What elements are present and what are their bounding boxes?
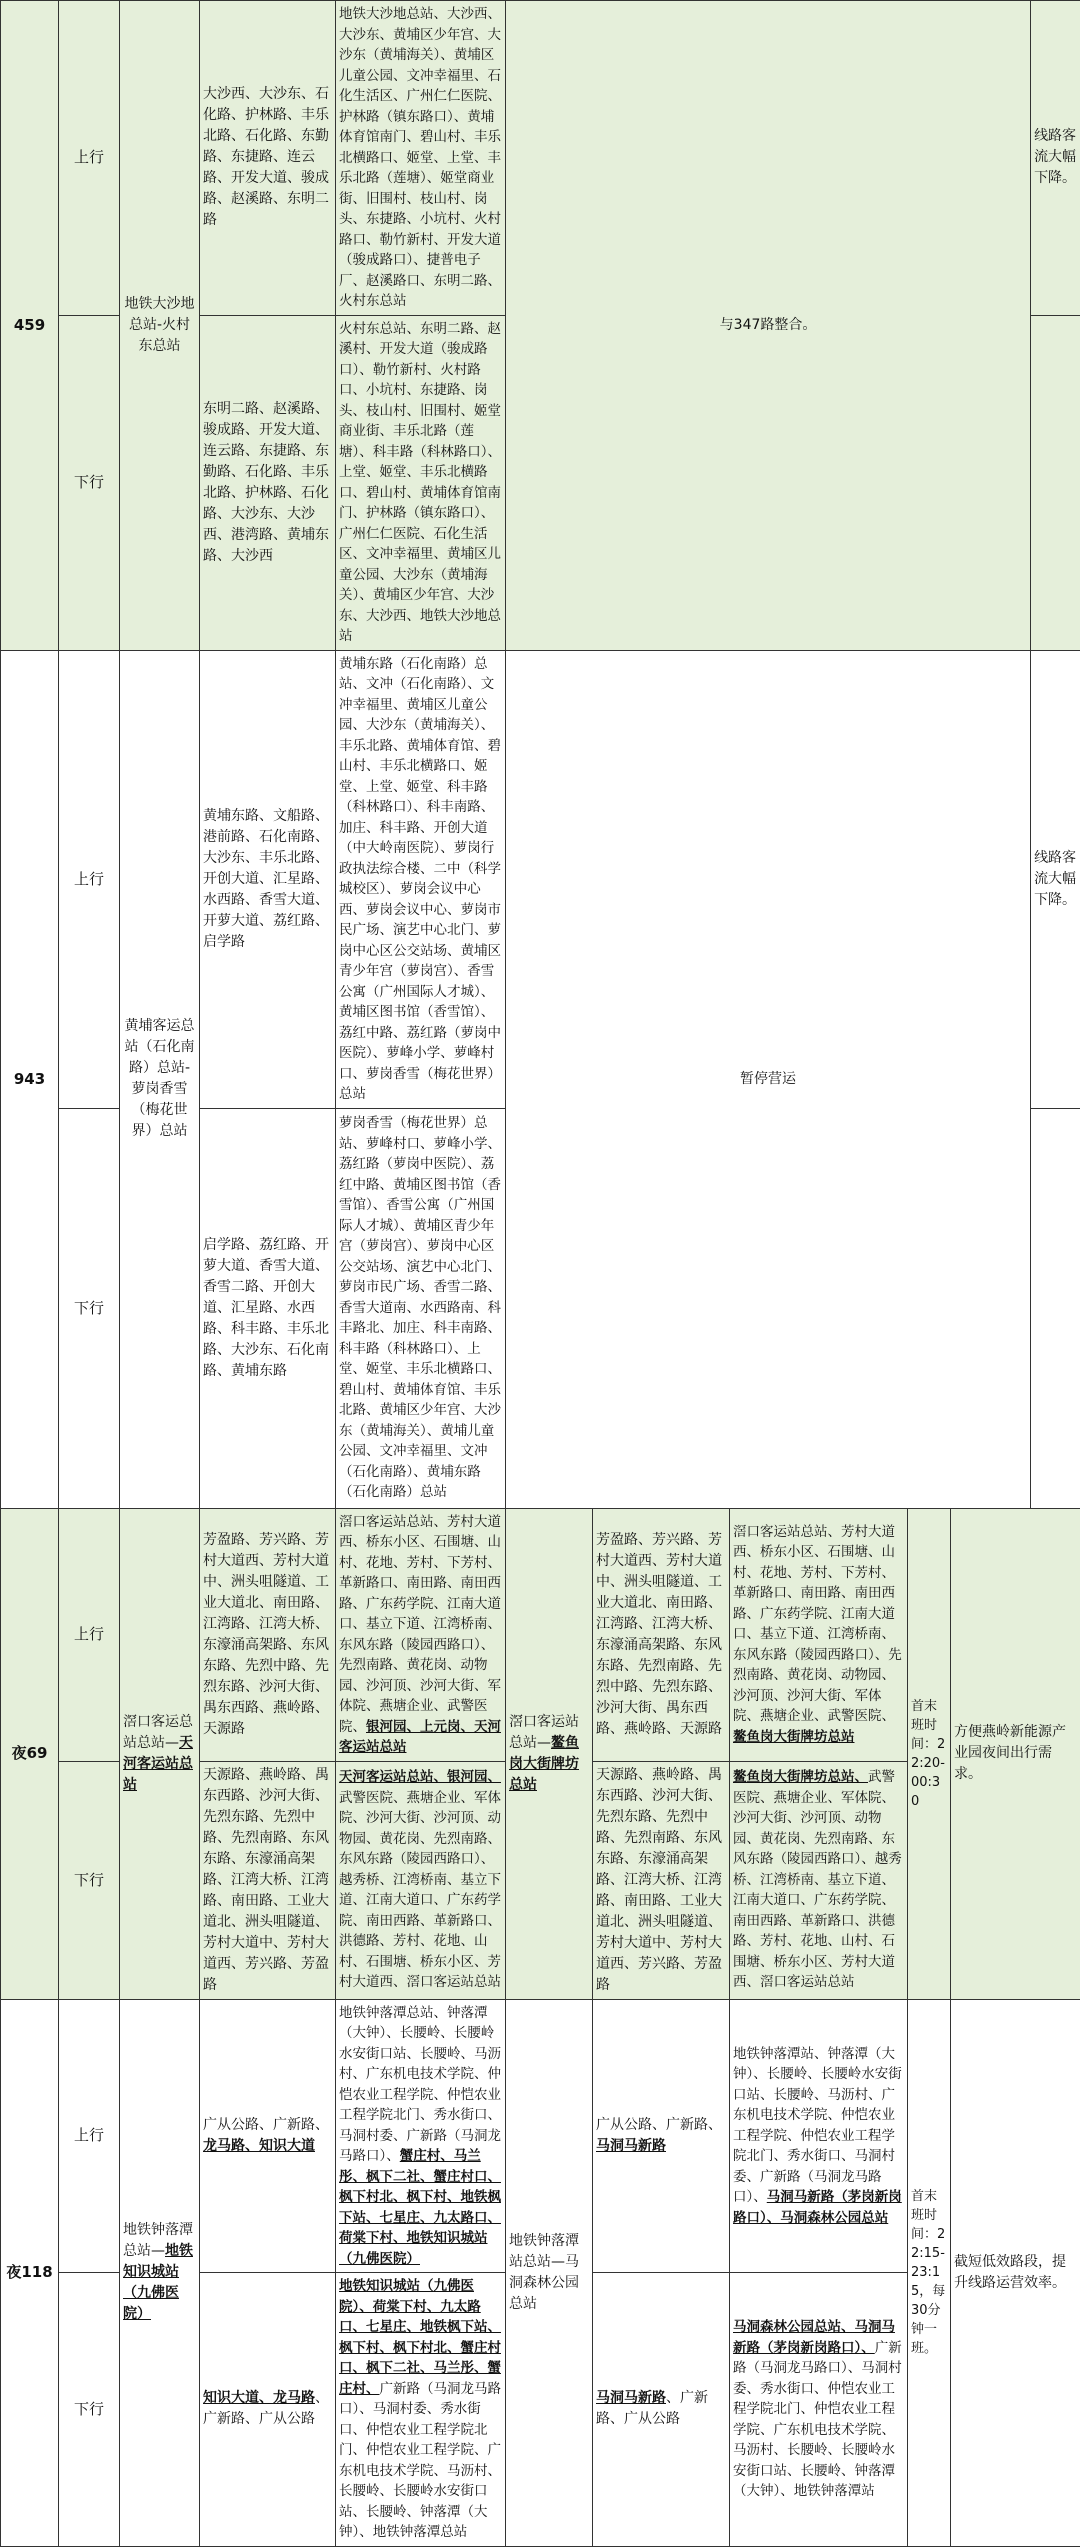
- old-stop-sequence: 天河客运站总站、银河园、武警医院、燕塘企业、军体院、沙河大街、沙河顶、动物园、黄花岗、先烈南路、东风东路（陵园西路口）、越秀桥、江湾桥南、基立下道、江南大道口、广东药学院、南田西路、革新路口、洪德路、芳村、花地、山村、石围塘、桥东小区、芳村大道西、滘口客运站总站: [336, 1761, 506, 1999]
- new-stop-sequence: 马洞森林公园总站、马洞马新路（茅岗新岗路口）、广新路（马洞龙马路口）、马洞村委、秀水街口、仲恺农业工程学院北门、仲恺农业工程学院、广东机电技术学院、马沥村、长腰岭、长腰岭水安街口站、长腰岭、钟落潭（大钟）、地铁钟落潭站: [730, 2273, 908, 2547]
- route-number: 夜118: [1, 1999, 59, 2546]
- old-stops: 黄埔东路、文船路、港前路、石化南路、大沙东、丰乐北路、开创大道、汇星路、水西路、香雪大道、开萝大道、荔红路、启学路: [200, 650, 336, 1108]
- route-terminals: 黄埔客运总站（石化南路）总站-萝岗香雪（梅花世界）总站: [120, 650, 200, 1508]
- old-stops: 芳盈路、芳兴路、芳村大道西、芳村大道中、洲头咀隧道、工业大道北、南田路、江湾路、江湾大桥、东濠涌高架路、东风东路、先烈中路、先烈东路、沙河大街、禺东西路、燕岭路、天源路: [200, 1508, 336, 1761]
- table-row: [1, 650, 1080, 1108]
- direction-label: 上行: [59, 1, 120, 316]
- old-stops: 大沙西、大沙东、石化路、护林路、丰乐北路、石化路、东勤路、东捷路、连云路、开发大道、骏成路、赵溪路、东明二路: [200, 1, 336, 316]
- direction-label: 下行: [59, 1108, 120, 1508]
- new-stops: 芳盈路、芳兴路、芳村大道西、芳村大道中、洲头咀隧道、工业大道北、南田路、江湾路、江湾大桥、东濠涌高架路、东风东路、先烈南路、先烈中路、先烈东路、沙河大街、禺东西路、燕岭路、天源路: [593, 1508, 730, 1761]
- remark-empty: [1031, 315, 1080, 650]
- old-stops: 东明二路、赵溪路、骏成路、开发大道、连云路、东捷路、东勤路、石化路、丰乐北路、护林路、石化路、大沙东、大沙西、港湾路、黄埔东路、大沙西: [200, 315, 336, 650]
- direction-label: 下行: [59, 1761, 120, 1999]
- remark: 方便燕岭新能源产业园夜间出行需求。: [951, 1508, 1080, 1999]
- old-terminals: 地铁钟落潭总站—地铁知识城站（九佛医院）: [120, 1999, 200, 2546]
- table-row: [1, 1999, 1080, 2273]
- old-stop-sequence: 黄埔东路（石化南路）总站、文冲（石化南路）、文冲幸福里、黄埔区儿童公园、大沙东（黄埔海关）、丰乐北路、黄埔体育馆、碧山村、丰乐北横路口、姬堂、上堂、姬堂、科丰路（科林路口）、科丰南路、加庄、科丰路、开创大道（中大岭南医院）、萝岗行政执法综合楼、二中（科学城校区）、萝岗会议中心西、萝岗会议中心、萝岗市民广场、演艺中心北门、萝岗中心区公交站场、黄埔区青少年宫（萝岗宫）、香雪公寓（广州国际人才城）、黄埔区图书馆（香雪馆）、荔红中路、荔红路（萝岗中医院）、萝峰小学、萝峰村口、萝岗香雪（梅花世界）总站: [336, 650, 506, 1108]
- direction-label: 下行: [59, 2273, 120, 2547]
- remark: 线路客流大幅下降。: [1031, 650, 1080, 1108]
- service-time: 首末班时间：22:20-00:30: [908, 1508, 951, 1999]
- adjustment-note: 暂停营运: [506, 650, 1031, 1508]
- new-stops: 天源路、燕岭路、禺东西路、沙河大街、先烈东路、先烈中路、先烈南路、东风东路、东濠涌高架路、江湾大桥、江湾路、南田路、工业大道北、洲头咀隧道、芳村大道中、芳村大道西、芳兴路、芳盈路: [593, 1761, 730, 1999]
- new-stop-sequence: 鳌鱼岗大街牌坊总站、武警医院、燕塘企业、军体院、沙河大街、沙河顶、动物园、黄花岗、先烈南路、东风东路（陵园西路口）、越秀桥、江湾桥南、基立下道、江南大道口、广东药学院、南田西路、革新路口、洪德路、芳村、花地、山村、石围塘、桥东小区、芳村大道西、滘口客运站总站: [730, 1761, 908, 1999]
- remark: 线路客流大幅下降。: [1031, 1, 1080, 316]
- old-stops: 启学路、荔红路、开萝大道、香雪大道、香雪二路、开创大道、汇星路、水西路、科丰路、丰乐北路、大沙东、石化南路、黄埔东路: [200, 1108, 336, 1508]
- new-terminals: 滘口客运站总站—鳌鱼岗大街牌坊总站: [506, 1508, 593, 1999]
- table-row: [1, 1508, 1080, 1761]
- new-stops: 马洞马新路、广新路、广从公路: [593, 2273, 730, 2547]
- old-stops: 知识大道、龙马路、广新路、广从公路: [200, 2273, 336, 2547]
- old-stop-sequence: 地铁大沙地总站、大沙西、大沙东、黄埔区少年宫、大沙东（黄埔海关）、黄埔区儿童公园、文冲幸福里、石化生活区、广州仁仁医院、护林路（镇东路口）、黄埔体育馆南门、碧山村、丰乐北横路口、姬堂、上堂、丰乐北路（莲塘）、姬堂商业街、旧围村、枝山村、岗头、东捷路、小坑村、火村路口、勒竹新村、开发大道（骏成路口）、捷普电子厂、赵溪路口、东明二路、火村东总站: [336, 1, 506, 316]
- new-stop-sequence: 地铁钟落潭站、钟落潭（大钟）、长腰岭、长腰岭水安街口站、长腰岭、马沥村、广东机电技术学院、仲恺农业工程学院、仲恺农业工程学院北门、秀水街口、马洞村委、广新路（马洞龙马路口）、马洞马新路（茅岗新岗路口）、马洞森林公园总站: [730, 1999, 908, 2273]
- old-terminals: 滘口客运总站总站—天河客运站总站: [120, 1508, 200, 1999]
- direction-label: 上行: [59, 1508, 120, 1761]
- new-stops: 广从公路、广新路、马洞马新路: [593, 1999, 730, 2273]
- old-stop-sequence: 地铁钟落潭总站、钟落潭（大钟）、长腰岭、长腰岭水安街口站、长腰岭、马沥村、广东机电技术学院、仲恺农业工程学院、仲恺农业工程学院北门、秀水街口、马洞村委、广新路（马洞龙马路口）、蟹庄村、马兰彤、枫下二社、蟹庄村口、枫下村北、枫下村、地铁枫下站、七星庄、九太路口、荷棠下村、地铁知识城站（九佛医院）: [336, 1999, 506, 2273]
- remark: 截短低效路段，提升线路运营效率。: [951, 1999, 1080, 2546]
- service-time: 首末班时间：22:15-23:15，每30分钟一班。: [908, 1999, 951, 2546]
- remark-empty: [1031, 1108, 1080, 1508]
- new-stop-sequence: 滘口客运站总站、芳村大道西、桥东小区、石围塘、山村、花地、芳村、下芳村、革新路口、南田路、南田西路、广东药学院、江南大道口、基立下道、江湾桥南、东风东路（陵园西路口）、先烈南路、黄花岗、动物园、沙河顶、沙河大街、军体院、燕塘企业、武警医院、鳌鱼岗大街牌坊总站: [730, 1508, 908, 1761]
- route-terminals: 地铁大沙地总站-火村东总站: [120, 1, 200, 651]
- old-stops: 广从公路、广新路、龙马路、知识大道: [200, 1999, 336, 2273]
- route-number: 943: [1, 650, 59, 1508]
- adjustment-note: 与347路整合。: [506, 1, 1031, 651]
- direction-label: 上行: [59, 650, 120, 1108]
- route-number: 459: [1, 1, 59, 651]
- old-stop-sequence: 地铁知识城站（九佛医院）、荷棠下村、九太路口、七星庄、地铁枫下站、枫下村、枫下村北、蟹庄村口、枫下二社、马兰彤、蟹庄村、广新路（马洞龙马路口）、马洞村委、秀水街口、仲恺农业工程学院北门、仲恺农业工程学院、广东机电技术学院、马沥村、长腰岭、长腰岭水安街口站、长腰岭、钟落潭（大钟）、地铁钟落潭总站: [336, 2273, 506, 2547]
- old-stop-sequence: 萝岗香雪（梅花世界）总站、萝峰村口、萝峰小学、荔红路（萝岗中医院）、荔红中路、黄埔区图书馆（香雪馆）、香雪公寓（广州国际人才城）、黄埔区青少年宫（萝岗宫）、萝岗中心区公交站场、演艺中心北门、萝岗市民广场、香雪二路、香雪大道南、水西路南、科丰路北、加庄、科丰南路、科丰路（科林路口）、上堂、姬堂、丰乐北横路口、碧山村、黄埔体育馆、丰乐北路、黄埔区少年宫、大沙东（黄埔海关）、黄埔儿童公园、文冲幸福里、文冲（石化南路）、黄埔东路（石化南路）总站: [336, 1108, 506, 1508]
- new-terminals: 地铁钟落潭站总站—马洞森林公园总站: [506, 1999, 593, 2546]
- direction-label: 下行: [59, 315, 120, 650]
- old-stop-sequence: 滘口客运站总站、芳村大道西、桥东小区、石围塘、山村、花地、芳村、下芳村、革新路口、南田路、南田西路、广东药学院、江南大道口、基立下道、江湾桥南、东风东路（陵园西路口）、先烈南路、黄花岗、动物园、沙河顶、沙河大街、军体院、燕塘企业、武警医院、银河园、上元岗、天河客运站总站: [336, 1508, 506, 1761]
- table-row: [1, 1, 1080, 316]
- direction-label: 上行: [59, 1999, 120, 2273]
- route-number: 夜69: [1, 1508, 59, 1999]
- old-stops: 天源路、燕岭路、禺东西路、沙河大街、先烈东路、先烈中路、先烈南路、东风东路、东濠涌高架路、江湾大桥、江湾路、南田路、工业大道北、洲头咀隧道、芳村大道中、芳村大道西、芳兴路、芳盈路: [200, 1761, 336, 1999]
- old-stop-sequence: 火村东总站、东明二路、赵溪村、开发大道（骏成路口）、勒竹新村、火村路口、小坑村、东捷路、岗头、枝山村、旧围村、姬堂商业街、丰乐北路（莲塘）、科丰路（科林路口）、上堂、姬堂、丰乐北横路口、碧山村、黄埔体育馆南门、护林路（镇东路口）、广州仁仁医院、石化生活区、文冲幸福里、黄埔区儿童公园、大沙东（黄埔海关）、黄埔区少年宫、大沙东、大沙西、地铁大沙地总站: [336, 315, 506, 650]
